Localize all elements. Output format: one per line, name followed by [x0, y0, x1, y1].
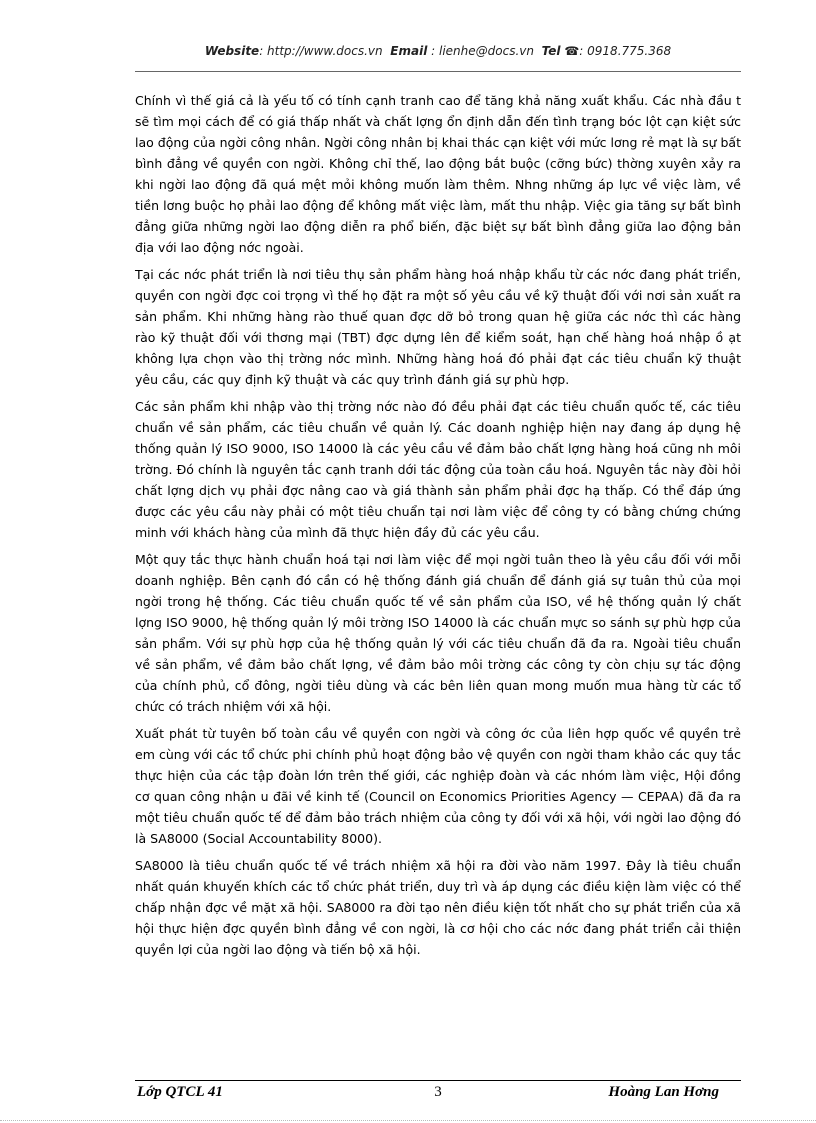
phone-icon: ☎ [564, 44, 580, 58]
paragraph: Chính vì thế giá cả là yếu tố có tính cạnh tranh cao để tăng khả năng xuất khẩu. Các nhà đầu t sẽ tìm mọi cách để có giá thấp nhất và chất lợng ổn định dẫn đến tình trạng bóc lột cạn kiệt sức lao động của ngời công nhân. Ngời công nhân bị khai thác cạn kiệt với mức lơng rẻ mạt là sự bất bình đẳng về quyền con ngời. Không chỉ thế, lao động bắt buộc (cỡng bức) thờng xuyên xảy ra khi ngời lao động đã quá mệt mỏi không muốn làm thêm. Nhng những áp lực về việc làm, về tiền lơng buộc họ phải lao động để không mất việc làm, mất thu nhập. Việc gia tăng sự bất bình đẳng giữa những ngời lao động diễn ra phổ biến, đặc biệt sự bất bình đẳng giữa lao động bản địa với lao động nớc ngoài. [135, 93, 741, 255]
document-body [135, 90, 741, 966]
page-number: 3 [434, 1084, 442, 1100]
page-header [135, 44, 741, 58]
footer-author: Hoàng Lan Hơng [608, 1084, 719, 1100]
header-divider [135, 71, 741, 72]
email-value: : lienhe@docs.vn [431, 44, 534, 58]
footer-divider [135, 1080, 741, 1081]
paragraph: Các sản phẩm khi nhập vào thị trờng nớc nào đó đều phải đạt các tiêu chuẩn quốc tế, các tiêu chuẩn về sản phẩm, các tiêu chuẩn về quản lý. Các doanh nghiệp hiện nay đang áp dụng hệ thống quản lý ISO 9000, ISO 14000 là các yêu cầu về đảm bảo chất lợng hàng hoá cũng nh môi trờng. Đó chính là nguyên tắc cạnh tranh dới tác động của toàn cầu hoá. Nguyên tắc này đòi hỏi chất lợng dịch vụ phải đợc nâng cao và giá thành sản phẩm phải đợc hạ thấp. Có thể đáp ứng được các yêu cầu này phải có một tiêu chuẩn tại nơi làm việc để công ty có bằng chứng chứng minh với khách hàng của mình đã thực hiện đầy đủ các yêu cầu. [135, 399, 741, 540]
paragraph: Một quy tắc thực hành chuẩn hoá tại nơi làm việc để mọi ngời tuân theo là yêu cầu đối với mỗi doanh nghiệp. Bên cạnh đó cần có hệ thống đánh giá chuẩn để đánh giá sự tuân thủ của mọi ngời trong hệ thống. Các tiêu chuẩn quốc tế về sản phẩm của ISO, về hệ thống quản lý chất lợng ISO 9000, hệ thống quản lý môi trờng ISO 14000 là các chuẩn mực so sánh sự phù hợp của sản phẩm. Với sự phù hợp của hệ thống quản lý với các tiêu chuẩn đã đa ra. Ngoài tiêu chuẩn về sản phẩm, về đảm bảo chất lợng, về đảm bảo môi trờng các công ty còn chịu sự tác động của chính phủ, cổ đông, ngời tiêu dùng và các bên liên quan mong muốn mua hàng từ các tổ chức có trách nhiệm với xã hội. [135, 552, 741, 714]
email-label: Email [390, 44, 428, 58]
page-edge-divider [0, 1120, 816, 1121]
paragraph: SA8000 là tiêu chuẩn quốc tế về trách nhiệm xã hội ra đời vào năm 1997. Đây là tiêu chuẩn nhất quán khuyến khích các tổ chức phát triển, duy trì và áp dụng các điều kiện làm việc có thể chấp nhận đợc về mặt xã hội. SA8000 ra đời tạo nên điều kiện tốt nhất cho sự phát triển của xã hội thực hiện đợc quyền bình đẳng về con ngời, là cơ hội cho các nớc đang phát triển cải thiện quyền lợi của ngời lao động và tiến bộ xã hội. [135, 858, 741, 957]
website-value: : http://www.docs.vn [259, 44, 383, 58]
footer-class-label: Lớp QTCL 41 [137, 1084, 223, 1100]
tel-value: : 0918.775.368 [579, 44, 672, 58]
tel-label: Tel [541, 44, 561, 58]
page-footer [135, 1084, 741, 1106]
paragraph: Xuất phát từ tuyên bố toàn cầu về quyền con ngời và công ớc của liên hợp quốc về quyền trẻ em cùng với các tổ chức phi chính phủ hoạt động bảo vệ quyền con ngời tham khảo các quy tắc thực hiện của các tập đoàn lớn trên thế giới, các nghiệp đoàn và các nhóm làm việc, Hội đồng cơ quan công nhận u đãi về kinh tế (Council on Economics Priorities Agency — CEPAA) đã đa ra một tiêu chuẩn quốc tế để đảm bảo trách nhiệm của công ty đối với xã hội, với ngời lao động đó là SA8000 (Social Accountability 8000). [135, 726, 741, 846]
website-label: Website [204, 44, 260, 58]
paragraph: Tại các nớc phát triển là nơi tiêu thụ sản phẩm hàng hoá nhập khẩu từ các nớc đang phát triển, quyền con ngời đợc coi trọng vì thế họ đặt ra một số yêu cầu về kỹ thuật đối với nơi sản xuất ra sản phẩm. Khi những hàng rào thuế quan đợc dỡ bỏ trong quan hệ giữa các nớc thì các hàng rào kỹ thuật đối với thơng mại (TBT) đợc dựng lên để kiểm soát, hạn chế hàng hoá nhập ồ ạt không lựa chọn vào thị trờng nớc mình. Những hàng hoá đó phải đạt các tiêu chuẩn kỹ thuật yêu cầu, các quy định kỹ thuật và các quy trình đánh giá sự phù hợp. [135, 267, 741, 387]
